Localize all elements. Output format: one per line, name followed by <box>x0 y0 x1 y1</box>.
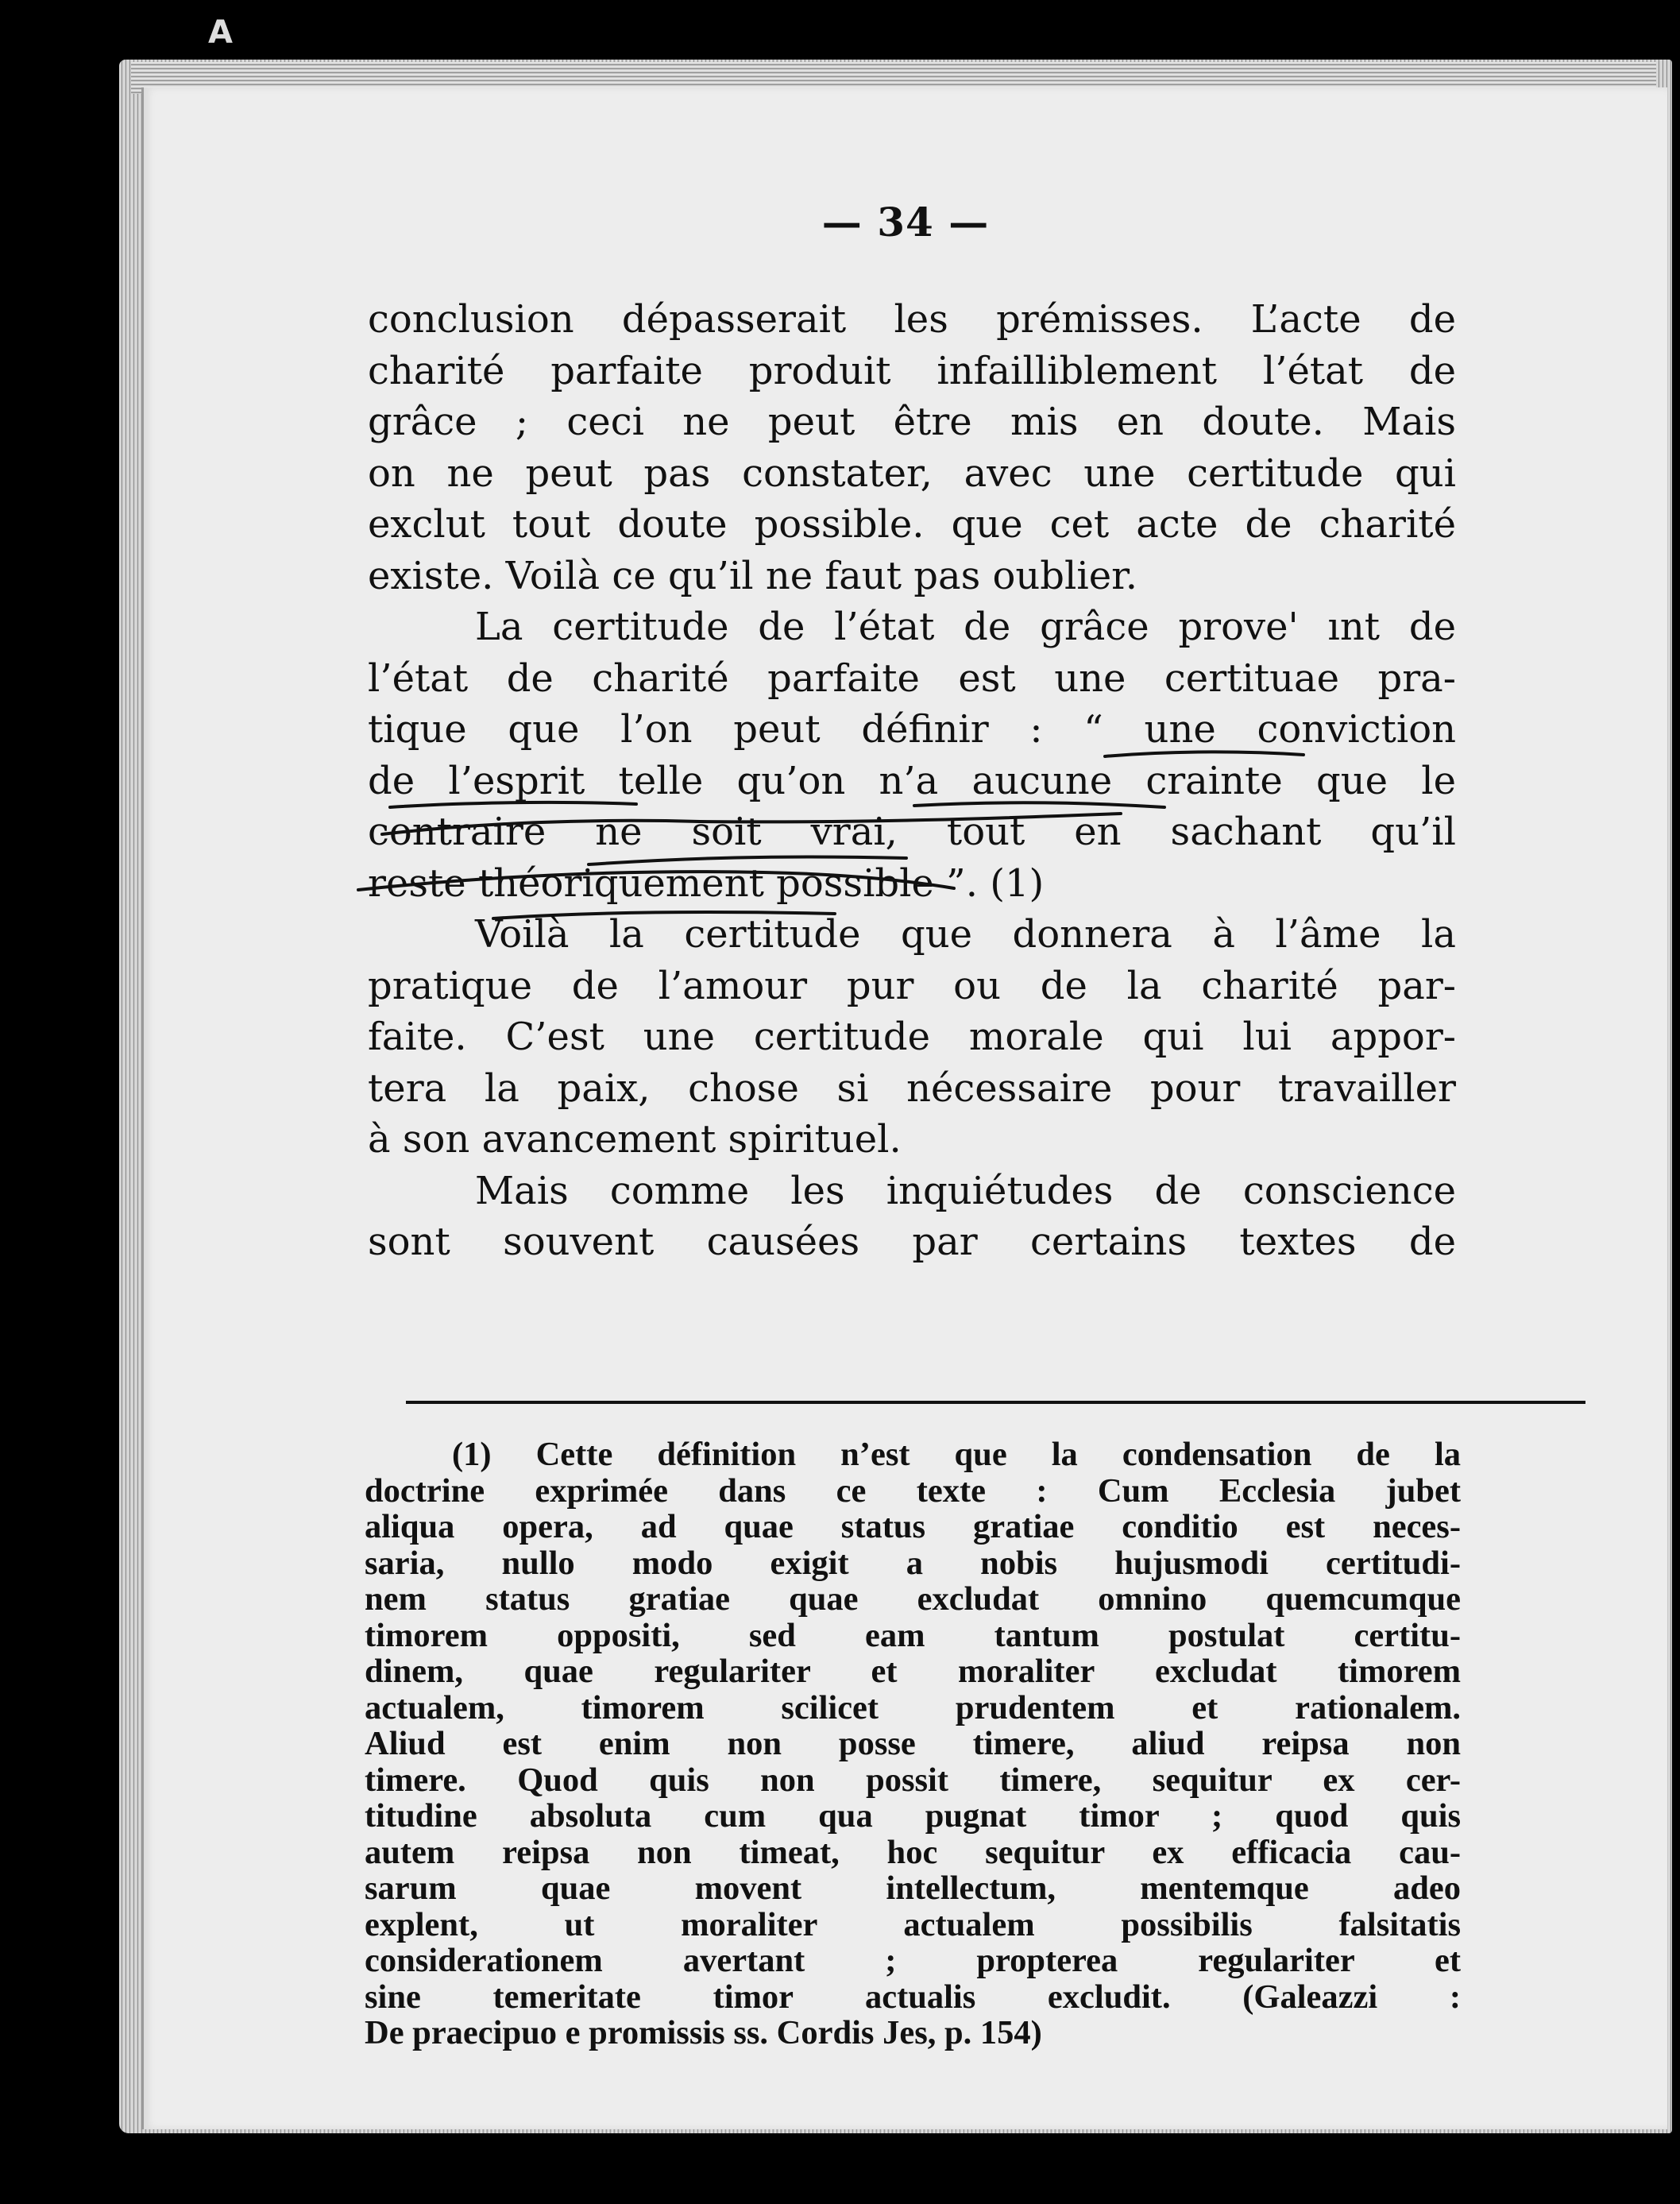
footnote-line-9: Aliud est enim non posse timere, aliud reipsa non <box>365 1726 1461 1762</box>
footnote-line-15: considerationem avertant ; propterea regulariter et <box>365 1943 1461 1979</box>
footnote-line-8: actualem, timorem scilicet prudentem et rationalem. <box>365 1689 1461 1726</box>
footnote-line-3: aliqua opera, ad quae status gratiae conditio est neces- <box>365 1509 1461 1545</box>
footnote-line-4: saria, nullo modo exigit a nobis hujusmodi certitudi- <box>365 1545 1461 1581</box>
book-page <box>141 87 1667 2129</box>
footnote-line-7: dinem, quae regulariter et moraliter excludat timorem <box>365 1653 1461 1690</box>
body-line-8: l’état de charité parfaite est une certituae pra- <box>368 655 1456 701</box>
body-line-12: reste théoriquement possible ”. (1) <box>368 860 1045 906</box>
body-line-5: exclut tout doute possible. que cet acte de charité <box>368 502 1456 547</box>
body-line-19: sont souvent causées par certains textes de <box>368 1220 1456 1264</box>
body-text <box>368 294 1456 1268</box>
footnote-line-14: explent, ut moraliter actualem possibilis falsitatis <box>365 1906 1461 1943</box>
page-number: — 34 — <box>821 199 990 246</box>
footnote-line-1: (1) Cette définition n’est que la condensation de la <box>452 1436 1461 1473</box>
footnote-line-12: autem reipsa non timeat, hoc sequitur ex efficacia cau- <box>365 1834 1461 1870</box>
footnote <box>365 1436 1461 2051</box>
footnote-line-6: timorem oppositi, sed eam tantum postulat certitu- <box>365 1617 1461 1653</box>
body-line-3: grâce ; ceci ne peut être mis en doute. Mais <box>368 400 1456 444</box>
footnote-line-10: timere. Quod quis non possit timere, sequitur ex cer- <box>365 1761 1461 1798</box>
body-line-9: tique que l’on peut définir : “ une conviction <box>368 707 1456 752</box>
footnote-line-13: sarum quae movent intellectum, mentemque adeo <box>365 1870 1461 1907</box>
footnote-divider <box>406 1401 1585 1404</box>
body-line-14: pratique de l’amour pur ou de la charité par- <box>368 963 1456 1008</box>
body-line-2: charité parfaite produit infailliblement l’état de <box>368 348 1456 393</box>
body-line-4: on ne peut pas constater, avec une certitude qui <box>368 450 1456 496</box>
body-line-13: Voilà la certitude que donnera à l’âme la <box>475 912 1456 957</box>
body-line-11: contraire ne soit vrai, tout en sachant qu’il <box>368 810 1456 854</box>
body-line-6: existe. Voilà ce qu’il ne faut pas oublier. <box>368 553 1138 598</box>
body-line-16: tera la paix, chose si nécessaire pour travailler <box>368 1065 1456 1111</box>
body-line-7: La certitude de l’état de grâce prove' ınt de <box>475 605 1456 649</box>
body-line-10: de l’esprit telle qu’on n’a aucune crainte que le <box>368 758 1456 803</box>
body-line-1: conclusion dépasserait les prémisses. L’acte de <box>368 297 1456 342</box>
footnote-line-5: nem status gratiae quae excludat omnino quemcumque <box>365 1581 1461 1618</box>
footnote-line-2: doctrine exprimée dans ce texte : Cum Ecclesia jubet <box>365 1472 1461 1509</box>
footnote-line-16: sine temeritate timor actualis excludit. (Galeazzi : <box>365 1978 1461 2015</box>
corner-mark: A <box>208 14 233 51</box>
footnote-line-17: De praecipuo e promissis ss. Cordis Jes, p. 154) <box>365 2015 1042 2051</box>
body-line-15: faite. C’est une certitude morale qui lui appor- <box>368 1015 1456 1059</box>
body-line-17: à son avancement spirituel. <box>368 1117 902 1162</box>
body-line-18: Mais comme les inquiétudes de conscience <box>475 1168 1456 1213</box>
footnote-line-11: titudine absoluta cum qua pugnat timor ; quod quis <box>365 1798 1461 1835</box>
